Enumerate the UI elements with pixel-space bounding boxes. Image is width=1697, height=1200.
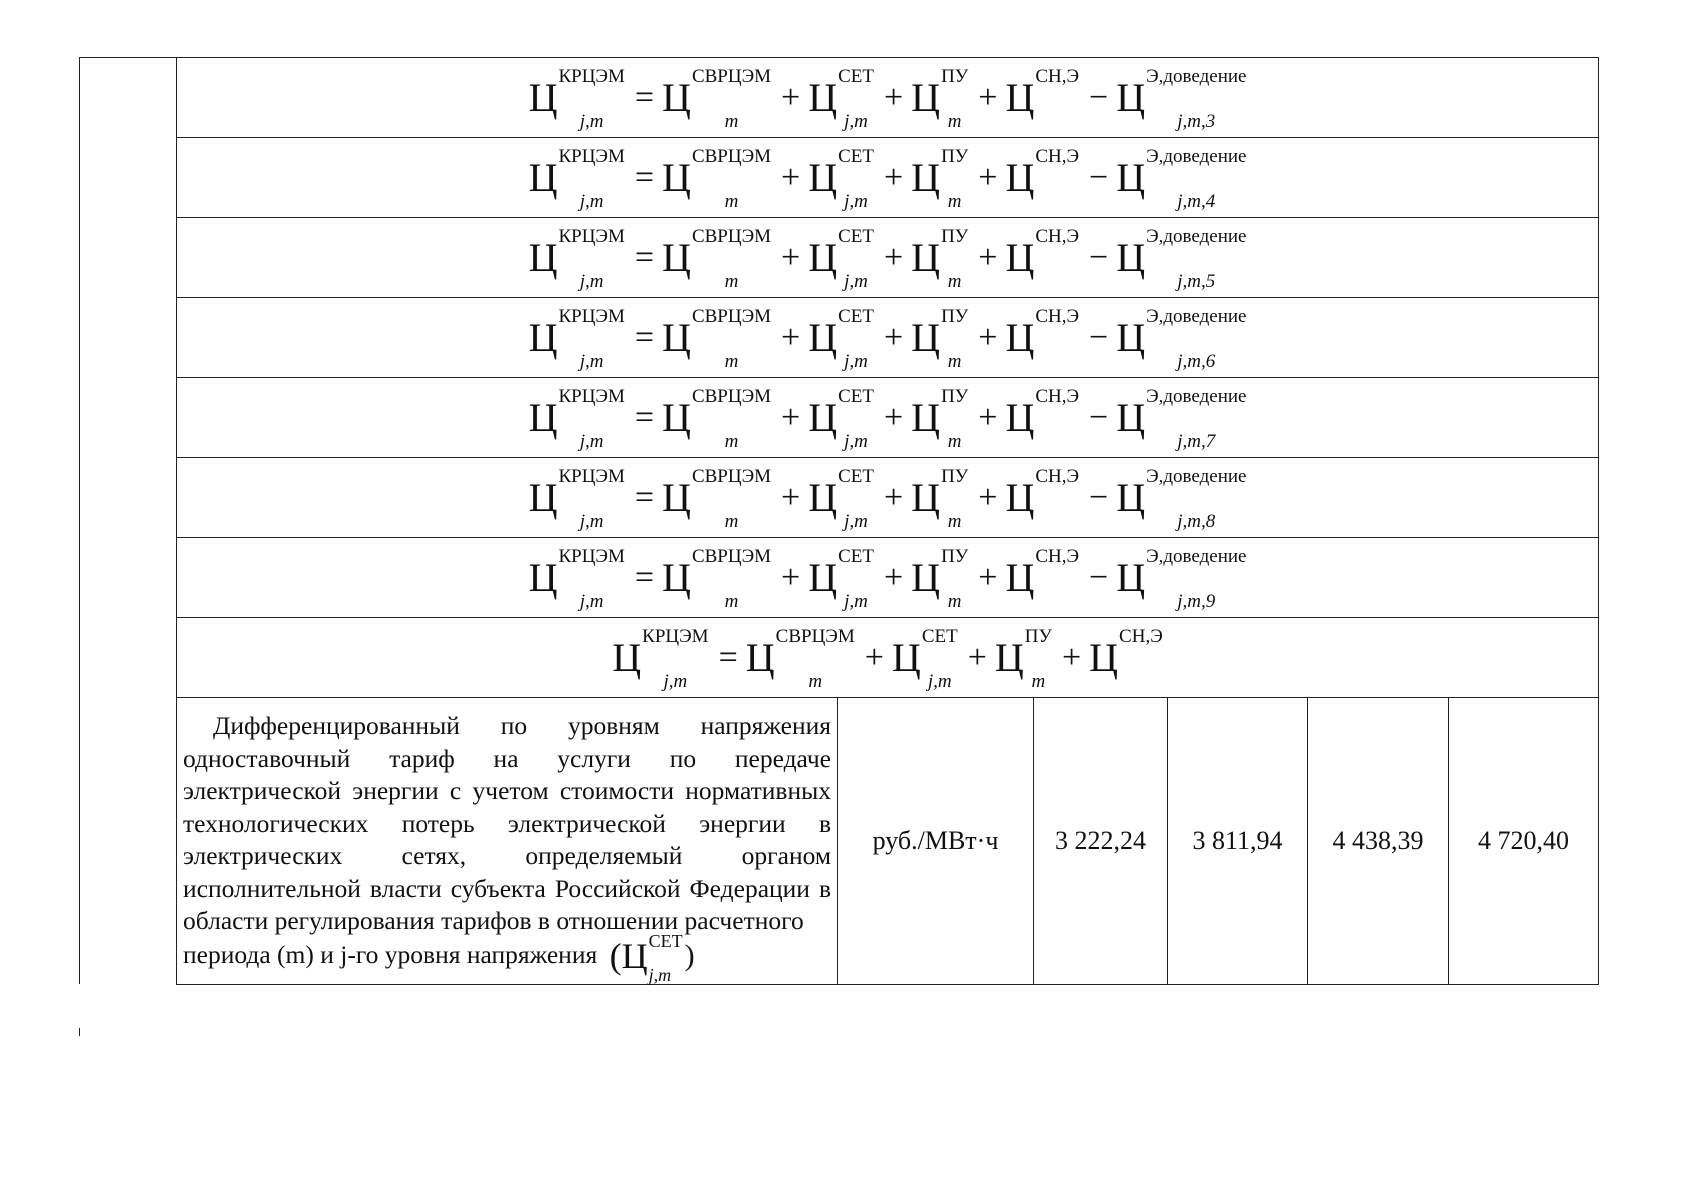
term-1 [662,385,772,452]
sup: СЕТ [921,625,958,647]
sub: j,m [579,190,604,212]
sub: j,m [844,590,868,612]
sub: j,m,4 [1177,190,1216,212]
sup: СЕТ [838,545,874,567]
left-margin-cell [80,458,177,538]
sup: ПУ [1024,625,1052,647]
sup: СВРЦЭМ [691,545,772,567]
formula [528,145,1247,212]
ts-symbol: Ц [662,74,691,120]
sub: j,m,8 [1177,510,1216,532]
plus-sign: + [781,478,801,516]
sup: СЕТ [838,65,874,87]
minus-sign: − [1089,398,1109,436]
cet-symbol [609,930,695,985]
sup: ПУ [941,545,969,567]
sup: КРЦЭМ [558,65,625,87]
value-cell-1: 3 222,24 [1034,698,1168,985]
sub: j,m [648,964,672,985]
term-2 [808,545,874,612]
term-5 [1116,305,1247,372]
ts-symbol: Ц [1005,554,1035,600]
sup: Э,доведение [1146,385,1247,407]
sub: m [808,670,823,692]
ts-symbol: Ц [662,554,691,600]
tariff-row [80,698,1599,985]
sub: j,m,5 [1177,270,1216,292]
sub: j,m [579,350,604,372]
ts-symbol: Ц [528,234,558,280]
ts-symbol: Ц [808,554,838,600]
sup: ПУ [941,225,969,247]
plus-sign: + [1061,638,1082,676]
left-margin-cell [80,298,177,378]
sup: Э,доведение [1146,65,1247,87]
ts-symbol: Ц [911,394,941,440]
lhs-term [528,225,625,292]
sub: m [947,350,962,372]
plus-sign: + [883,398,904,436]
minus-sign: − [1089,478,1109,516]
formula-row [80,378,1599,458]
sub: j,m [579,110,604,132]
plus-sign: + [883,558,904,596]
ts-symbol: Ц [662,474,691,520]
minus-sign: − [1089,158,1109,196]
ts-symbol: Ц [1005,74,1035,120]
tariff-description-cell [177,698,838,985]
sup: КРЦЭМ [558,145,625,167]
sub: m [724,430,739,452]
left-margin-cell [80,58,177,138]
sup: СЕТ [648,930,683,951]
term-5 [1116,65,1247,132]
sup: Э,доведение [1146,145,1247,167]
sub: m [947,430,962,452]
final-formula-row [80,618,1599,698]
ts-symbol: Ц [1116,74,1146,120]
ts-symbol: Ц [662,154,691,200]
ts-symbol: Ц [808,394,838,440]
formula-rows [80,58,1599,618]
ts-symbol: Ц [528,554,558,600]
term-1 [662,305,772,372]
sup: ПУ [941,305,969,327]
term-2 [891,625,958,692]
left-margin-cell [80,618,177,698]
sub: j,m [844,270,868,292]
formula [528,305,1247,372]
sub: m [947,510,962,532]
term-4 [1005,145,1080,203]
term-1 [662,65,772,132]
final-formula-cell [177,618,1599,698]
ts-symbol: Ц [911,154,941,200]
sub: j,m,9 [1177,590,1216,612]
ts-symbol: Ц [994,634,1024,680]
plus-sign: + [781,78,801,116]
ts-symbol: Ц [528,474,558,520]
term-3 [911,305,969,372]
ts-symbol: Ц [745,634,775,680]
sup: КРЦЭМ [558,385,625,407]
sup: КРЦЭМ [558,225,625,247]
sup: СВРЦЭМ [691,385,772,407]
lhs-term [612,625,709,692]
sub: j,m [579,590,604,612]
sup: СЕТ [838,225,874,247]
term-4 [1005,225,1080,283]
plus-sign: + [883,158,904,196]
sub: m [724,510,739,532]
ts-symbol: Ц [911,234,941,280]
ts-symbol: Ц [891,634,921,680]
sub: j,m [579,270,604,292]
sub: m [1031,670,1046,692]
ts-symbol: Ц [808,154,838,200]
plus-sign: + [883,478,904,516]
term-2 [808,65,874,132]
ts-symbol: Ц [528,74,558,120]
plus-sign: + [978,238,998,276]
sub: m [947,590,962,612]
term-1 [662,465,772,532]
term-1 [745,625,855,692]
sub: m [947,110,962,132]
ts-symbol: Ц [528,394,558,440]
formula [528,465,1247,532]
sup: СВРЦЭМ [691,305,772,327]
ts-symbol: Ц [528,314,558,360]
term-4 [1005,545,1080,603]
sup: СЕТ [838,305,874,327]
sup: СВРЦЭМ [691,145,772,167]
ts-symbol: Ц [808,474,838,520]
left-margin-cell [80,378,177,458]
sup: СН,Э [1035,145,1080,167]
plus-sign: + [978,78,998,116]
term-5 [1116,225,1247,292]
term-5 [1116,385,1247,452]
ts-symbol: Ц [1116,554,1146,600]
sup: СВРЦЭМ [691,225,772,247]
ts-symbol: Ц [808,314,838,360]
tariff-formula-table [79,57,1599,985]
lhs-term [528,465,625,532]
ts-symbol: Ц [1005,154,1035,200]
sup: СЕТ [838,145,874,167]
sup: СН,Э [1119,625,1163,647]
ts-symbol: Ц [612,634,642,680]
formula-row [80,58,1599,138]
ts-symbol: Ц [911,314,941,360]
sub: j,m [844,350,868,372]
formula-row [80,218,1599,298]
term-1 [662,545,772,612]
value-cell-2: 3 811,94 [1168,698,1308,985]
sup: КРЦЭМ [558,305,625,327]
formula [528,545,1247,612]
lhs-term [528,305,625,372]
sup: КРЦЭМ [558,465,625,487]
ts-symbol: Ц [1005,314,1035,360]
term-5 [1116,145,1247,212]
equals-sign: = [634,558,655,596]
sub: j,m [663,670,688,692]
term-2 [808,225,874,292]
plus-sign: + [978,158,998,196]
equals-sign: = [634,318,655,356]
sub: j,m,7 [1177,430,1216,452]
sup: ПУ [941,385,969,407]
sup: СВРЦЭМ [691,65,772,87]
ts-symbol: Ц [911,474,941,520]
ts-symbol: Ц [662,394,691,440]
term-3 [911,465,969,532]
plus-sign: + [781,238,801,276]
term-4 [1089,625,1163,683]
sub: j,m [844,430,868,452]
equals-sign: = [634,398,655,436]
equals-sign: = [634,238,655,276]
term-1 [662,145,772,212]
plus-sign: + [781,158,801,196]
formula-cell [177,138,1599,218]
formula-cell [177,378,1599,458]
sup: Э,доведение [1146,225,1247,247]
value-cell-4: 4 720,40 [1449,698,1599,985]
plus-sign: + [978,478,998,516]
left-margin-cell [80,538,177,618]
formula [528,65,1247,132]
term-5 [1116,465,1247,532]
sup: СН,Э [1035,545,1080,567]
ts-symbol: Ц [1116,314,1146,360]
ts-symbol: Ц [1089,634,1119,680]
formula-cell [177,538,1599,618]
sub: j,m [844,510,868,532]
sup: КРЦЭМ [558,545,625,567]
ts-symbol: Ц [662,234,691,280]
sup: ПУ [941,145,969,167]
term-2 [808,305,874,372]
ts-symbol: Ц [1005,394,1035,440]
left-border-tail [79,1028,80,1036]
sub: m [724,190,739,212]
term-2 [808,385,874,452]
left-margin-cell [80,218,177,298]
formula-row [80,138,1599,218]
sup: СН,Э [1035,305,1080,327]
formula-cell [177,218,1599,298]
sub: j,m [927,670,952,692]
ts-symbol: Ц [1005,234,1035,280]
sub: m [947,190,962,212]
minus-sign: − [1089,318,1109,356]
term-3 [911,145,969,212]
lhs-term [528,145,625,212]
equals-sign: = [718,638,738,676]
ts-symbol: Ц [1005,474,1035,520]
term-4 [1005,65,1080,123]
sub: j,m [844,190,868,212]
sub: m [724,110,739,132]
term-3 [911,65,969,132]
term-2 [808,145,874,212]
tariff-description: Дифференцированный по уровням напряжения одноставочный тариф на услуги по передаче электрической энергии с учетом стоимости нормативных технологических потерь электрической энергии в электрических сетях, определяемый органом исполнительной власти субъекта Российской Федерации в области регулирования тарифов в отношении расчетного [183,711,831,935]
final-formula [612,625,1163,692]
sub: j,m [579,510,604,532]
term-4 [1005,465,1080,523]
sub: j,m [844,110,868,132]
sub: j,m [579,430,604,452]
plus-sign: + [978,558,998,596]
plus-sign: + [883,318,904,356]
sub: j,m,3 [1177,110,1216,132]
ts-symbol: Ц [1116,154,1146,200]
term-4 [1005,305,1080,363]
ts-symbol: Ц [1116,474,1146,520]
sub: m [724,270,739,292]
formula-cell [177,58,1599,138]
formula [528,385,1247,452]
unit-cell: руб./МВт·ч [838,698,1034,985]
plus-sign: + [781,558,801,596]
sup: СЕТ [838,385,874,407]
term-3 [994,625,1052,692]
equals-sign: = [634,478,655,516]
value-cell-3: 4 438,39 [1308,698,1449,985]
equals-sign: = [634,158,655,196]
ts-symbol: Ц [1116,394,1146,440]
ts-symbol: Ц [911,554,941,600]
sub: m [724,350,739,372]
plus-sign: + [781,318,801,356]
formula-row [80,538,1599,618]
lhs-term [528,545,625,612]
sup: Э,доведение [1146,465,1247,487]
sup: СВРЦЭМ [775,625,855,647]
formula-cell [177,458,1599,538]
ts-symbol: Ц [808,234,838,280]
term-3 [911,545,969,612]
ts-symbol: Ц [662,314,691,360]
sup: СН,Э [1035,385,1080,407]
term-1 [662,225,772,292]
sup: КРЦЭМ [642,625,709,647]
sup: Э,доведение [1146,545,1247,567]
sup: ПУ [941,65,969,87]
sup: СН,Э [1035,465,1080,487]
equals-sign: = [634,78,655,116]
ts-symbol: Ц [911,74,941,120]
left-margin-cell [80,698,177,985]
plus-sign: + [967,638,987,676]
lhs-term [528,385,625,452]
plus-sign: + [781,398,801,436]
term-3 [911,225,969,292]
formula [528,225,1247,292]
sup: Э,доведение [1146,305,1247,327]
term-4 [1005,385,1080,443]
term-3 [911,385,969,452]
ts-symbol: Ц [1116,234,1146,280]
formula-row [80,458,1599,538]
left-margin-cell [80,138,177,218]
sub: j,m,6 [1177,350,1216,372]
minus-sign: − [1089,78,1109,116]
term-2 [808,465,874,532]
tariff-description-tail [183,930,831,985]
minus-sign: − [1089,238,1109,276]
term-5 [1116,545,1247,612]
sup: СВРЦЭМ [691,465,772,487]
sup: ПУ [941,465,969,487]
formula-row [80,298,1599,378]
plus-sign: + [883,78,904,116]
ts-symbol: Ц [808,74,838,120]
sup: СН,Э [1035,65,1080,87]
tail-text: периода (m) и j-го уровня напряжения [183,939,598,969]
ts-symbol: Ц [528,154,558,200]
plus-sign: + [864,638,884,676]
sub: m [947,270,962,292]
minus-sign: − [1089,558,1109,596]
sup: СЕТ [838,465,874,487]
formula-cell [177,298,1599,378]
sup: СН,Э [1035,225,1080,247]
plus-sign: + [883,238,904,276]
close-paren: ) [684,939,695,973]
ts-symbol: Ц [621,936,648,977]
plus-sign: + [978,318,998,356]
plus-sign: + [978,398,998,436]
sub: m [724,590,739,612]
open-paren: ( [609,936,622,977]
lhs-term [528,65,625,132]
